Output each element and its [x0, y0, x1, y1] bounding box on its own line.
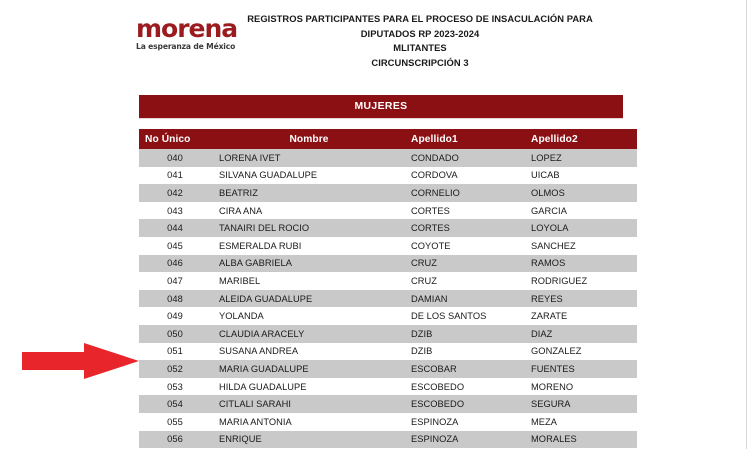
cell-apellido2: RODRIGUEZ [527, 272, 637, 290]
cell-no-unico: 045 [139, 237, 211, 255]
cell-apellido1: ESPINOZA [407, 431, 527, 449]
cell-nombre: MARIA ANTONIA [211, 413, 407, 431]
cell-apellido1: ESCOBAR [407, 360, 527, 378]
cell-no-unico: 044 [139, 219, 211, 237]
page-edge-line [746, 0, 747, 449]
table-row [139, 255, 637, 273]
morena-tagline: La esperanza de México [136, 42, 236, 51]
cell-nombre: TANAIRI DEL ROCIO [211, 219, 407, 237]
cell-apellido2: UICAB [527, 167, 637, 185]
cell-no-unico: 052 [139, 360, 211, 378]
cell-no-unico: 043 [139, 202, 211, 220]
cell-no-unico: 051 [139, 343, 211, 361]
table-row [139, 184, 637, 202]
cell-no-unico: 040 [139, 149, 211, 167]
morena-wordmark: morena [136, 14, 238, 43]
cell-apellido2: MORENO [527, 378, 637, 396]
cell-no-unico: 049 [139, 307, 211, 325]
table-row [139, 395, 637, 413]
roster-table-body [139, 149, 637, 448]
cell-no-unico: 056 [139, 431, 211, 449]
cell-no-unico: 050 [139, 325, 211, 343]
cell-apellido2: LOPEZ [527, 149, 637, 167]
cell-nombre: YOLANDA [211, 307, 407, 325]
cell-nombre: ALBA GABRIELA [211, 255, 407, 273]
table-row [139, 272, 637, 290]
cell-apellido1: ESCOBEDO [407, 395, 527, 413]
cell-apellido1: CORTES [407, 202, 527, 220]
cell-no-unico: 047 [139, 272, 211, 290]
table-row [139, 307, 637, 325]
section-banner-mujeres: MUJERES [139, 95, 623, 119]
roster-table [139, 129, 637, 448]
table-row [139, 290, 637, 308]
cell-apellido2: MORALES [527, 431, 637, 449]
cell-nombre: CLAUDIA ARACELY [211, 325, 407, 343]
document-title [222, 12, 618, 70]
table-row [139, 378, 637, 396]
column-header-apellido2: Apellido2 [527, 129, 637, 149]
cell-apellido2: DIAZ [527, 325, 637, 343]
roster-table-head [139, 129, 637, 149]
title-line-2: DIPUTADOS RP 2023-2024 [360, 27, 480, 39]
cell-apellido2: ZARATE [527, 307, 637, 325]
cell-nombre: MARIBEL [211, 272, 407, 290]
table-row [139, 325, 637, 343]
cell-apellido1: CRUZ [407, 255, 527, 273]
table-row [139, 360, 637, 378]
table-row [139, 219, 637, 237]
cell-apellido2: MEZA [527, 413, 637, 431]
column-header-apellido1: Apellido1 [407, 129, 527, 149]
cell-apellido1: DAMIAN [407, 290, 527, 308]
cell-apellido2: GARCIA [527, 202, 637, 220]
cell-nombre: LORENA IVET [211, 149, 407, 167]
cell-apellido2: RAMOS [527, 255, 637, 273]
cell-nombre: SILVANA GUADALUPE [211, 167, 407, 185]
table-row [139, 149, 637, 167]
cell-apellido2: GONZALEZ [527, 343, 637, 361]
table-row [139, 237, 637, 255]
title-line-1: REGISTROS PARTICIPANTES PARA EL PROCESO DE INSACULACIÓN PARA [247, 13, 593, 24]
cell-apellido1: CONDADO [407, 149, 527, 167]
table-row [139, 413, 637, 431]
cell-apellido2: SANCHEZ [527, 237, 637, 255]
cell-no-unico: 046 [139, 255, 211, 273]
cell-nombre: BEATRIZ [211, 184, 407, 202]
cell-apellido1: CRUZ [407, 272, 527, 290]
cell-apellido2: REYES [527, 290, 637, 308]
cell-nombre: CITLALI SARAHI [211, 395, 407, 413]
table-row [139, 202, 637, 220]
cell-apellido2: FUENTES [527, 360, 637, 378]
cell-nombre: MARIA GUADALUPE [211, 360, 407, 378]
cell-apellido2: SEGURA [527, 395, 637, 413]
table-row [139, 167, 637, 185]
cell-no-unico: 042 [139, 184, 211, 202]
cell-nombre: ALEIDA GUADALUPE [211, 290, 407, 308]
cell-apellido1: DZIB [407, 325, 527, 343]
cell-apellido1: ESPINOZA [407, 413, 527, 431]
column-header-no-unico: No Único [139, 129, 211, 149]
cell-nombre: ESMERALDA RUBI [211, 237, 407, 255]
cell-apellido1: DE LOS SANTOS [407, 307, 527, 325]
cell-no-unico: 055 [139, 413, 211, 431]
cell-no-unico: 041 [139, 167, 211, 185]
cell-apellido1: CORDOVA [407, 167, 527, 185]
cell-apellido1: CORNELIO [407, 184, 527, 202]
cell-nombre: CIRA ANA [211, 202, 407, 220]
cell-apellido1: CORTES [407, 219, 527, 237]
cell-apellido2: OLMOS [527, 184, 637, 202]
roster-header-row [139, 129, 637, 149]
table-row [139, 431, 637, 449]
annotation-arrow-icon [22, 342, 140, 380]
column-header-nombre: Nombre [211, 129, 407, 149]
cell-nombre: ENRIQUE [211, 431, 407, 449]
roster-table-container [139, 95, 623, 448]
table-row [139, 343, 637, 361]
cell-nombre: SUSANA ANDREA [211, 343, 407, 361]
cell-no-unico: 054 [139, 395, 211, 413]
cell-apellido1: ESCOBEDO [407, 378, 527, 396]
cell-no-unico: 053 [139, 378, 211, 396]
cell-no-unico: 048 [139, 290, 211, 308]
title-line-3: MLITANTES [393, 42, 447, 54]
cell-apellido1: DZIB [407, 343, 527, 361]
cell-apellido1: COYOTE [407, 237, 527, 255]
cell-apellido2: LOYOLA [527, 219, 637, 237]
banner-spacer [139, 119, 623, 129]
title-line-4: CIRCUNSCRIPCIÓN 3 [371, 56, 469, 68]
cell-nombre: HILDA GUADALUPE [211, 378, 407, 396]
